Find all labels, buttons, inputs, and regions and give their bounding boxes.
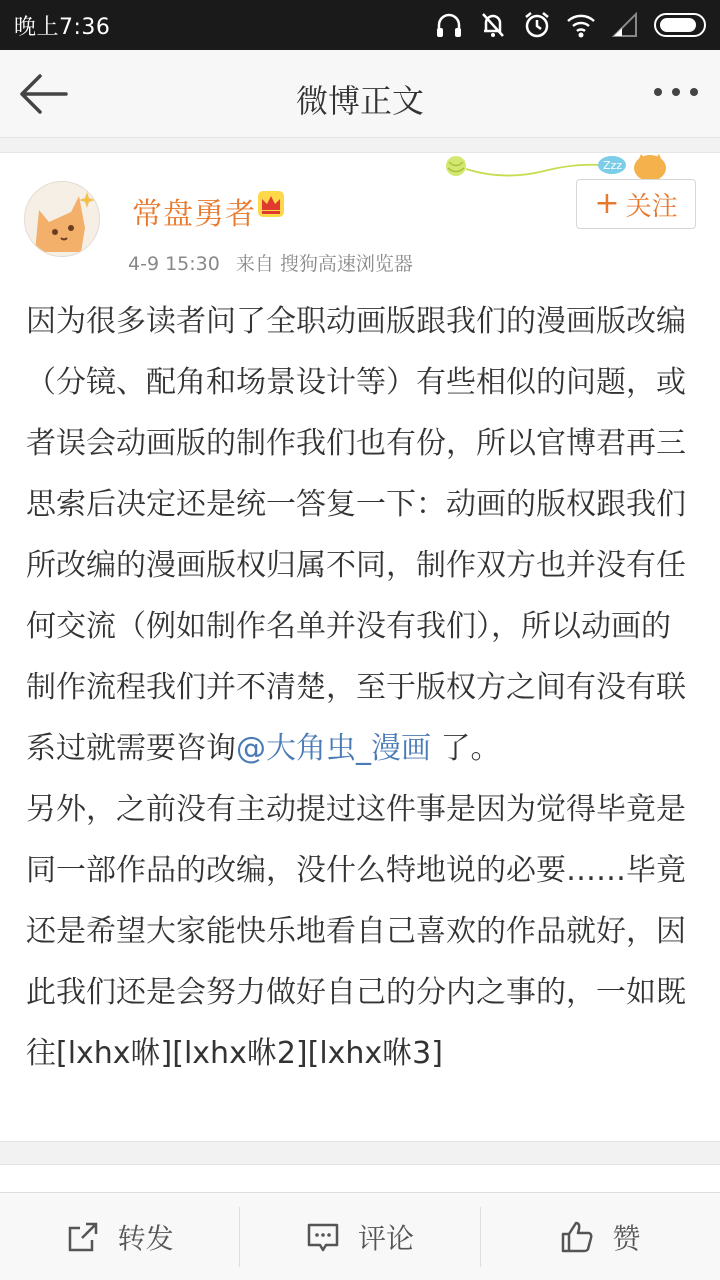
comment-icon [306, 1220, 340, 1254]
comment-button[interactable] [239, 1207, 479, 1267]
post-date: 4-9 15:30 [128, 253, 220, 275]
nav-bar [0, 50, 720, 138]
wifi-icon [566, 10, 596, 40]
post-paragraph-1-end: 了。 [431, 731, 501, 766]
page-title: 微博正文 [295, 82, 424, 120]
follow-button[interactable] [576, 179, 696, 229]
post-body [26, 291, 698, 1084]
plus-icon: + [594, 186, 620, 221]
svg-text:Zzz: Zzz [603, 159, 623, 172]
vip-crown-icon [256, 189, 286, 219]
like-label: 赞 [612, 1221, 641, 1255]
post-paragraph-1: 因为很多读者问了全职动画版跟我们的漫画版改编（分镜、配角和场景设计等）有些相似的问题，或者误会动画版的制作我们也有份，所以官博君再三思索后决定还是统一答复一下：动画的版权跟我们所改编的漫画版权归属不同，制作双方也并没有任何交流（例如制作名单并没有我们），所以动画的制作流程我们并不清楚，至于版权方之间有没有联系过就需要咨询 [26, 304, 686, 766]
headphones-icon [434, 10, 464, 40]
repost-icon [66, 1220, 100, 1254]
cat-avatar-icon [25, 182, 100, 257]
comment-label: 评论 [357, 1221, 414, 1255]
post-source: 来自 搜狗高速浏览器 [235, 253, 413, 275]
mute-bell-icon [478, 10, 508, 40]
repost-label: 转发 [117, 1221, 174, 1255]
post-meta [128, 249, 413, 276]
avatar[interactable] [24, 181, 100, 257]
follow-label: 关注 [625, 191, 678, 222]
post-card [0, 152, 720, 1142]
alarm-icon [522, 10, 552, 40]
like-button[interactable] [480, 1207, 720, 1267]
username[interactable]: 常盘勇者 [132, 197, 256, 232]
thumbs-up-icon [560, 1220, 594, 1254]
bottom-toolbar [0, 1192, 720, 1280]
post-paragraph-2: 另外，之前没有主动提过这件事是因为觉得毕竟是同一部作品的改编，没什么特地说的必要……毕竟还是希望大家能快乐地看自己喜欢的作品就好，因此我们还是会努力做好自己的分内之事的，一如既往[lxhx咻][lxhx咻2][lxhx咻3] [26, 792, 686, 1071]
repost-button[interactable] [0, 1207, 239, 1267]
battery-icon [654, 13, 706, 37]
mention-link[interactable]: @大角虫_漫画 [236, 731, 431, 766]
status-icons [434, 10, 706, 40]
status-bar [0, 0, 720, 50]
status-time: 晚上7:36 [14, 14, 111, 40]
signal-icon [610, 10, 640, 40]
more-options-icon[interactable] [654, 88, 698, 96]
